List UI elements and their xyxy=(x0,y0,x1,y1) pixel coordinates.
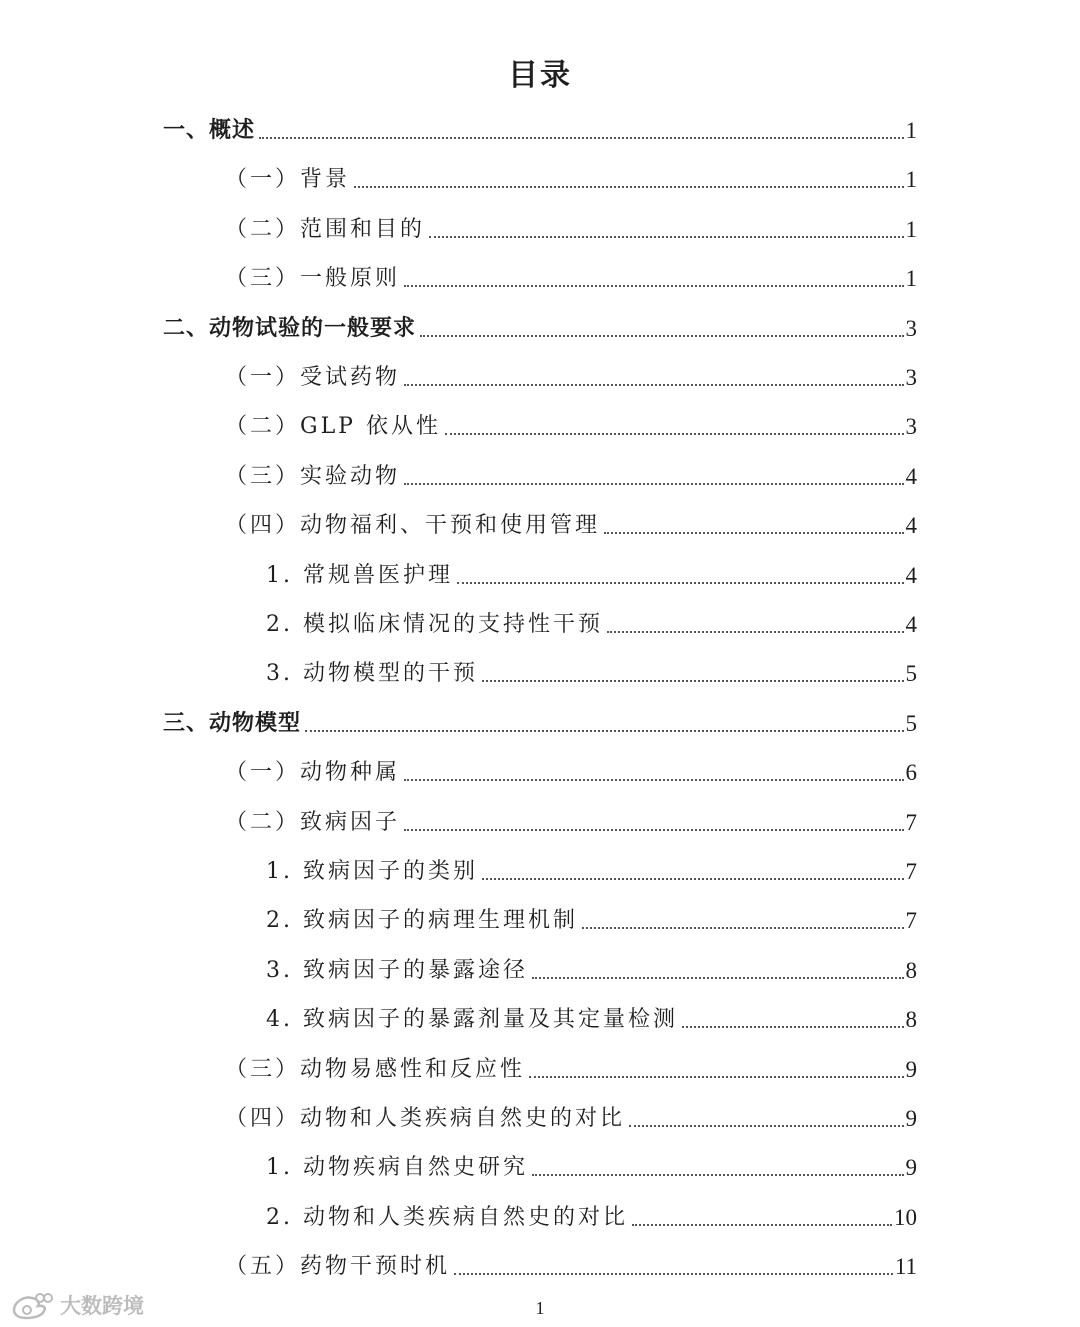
toc-dot-leader xyxy=(259,137,903,139)
toc-entry-page-number: 6 xyxy=(905,760,917,786)
toc-entry xyxy=(225,752,917,788)
watermark xyxy=(10,1290,144,1320)
toc-entry xyxy=(266,950,917,986)
toc-entry-page-number: 1 xyxy=(905,167,917,193)
footer-page-number: 1 xyxy=(535,1298,545,1318)
toc-entry-text: 2. 动物和人类疾病自然史的对比 xyxy=(266,1204,628,1230)
toc-entry-text: （一）动物种属 xyxy=(225,760,401,786)
toc-entry-text: 二、动物试验的一般要求 xyxy=(163,315,417,341)
toc-entry-text: （二）范围和目的 xyxy=(225,216,426,242)
toc-dot-leader xyxy=(604,532,903,534)
toc-entry-page-number: 5 xyxy=(905,661,917,687)
toc-entry-page-number: 8 xyxy=(905,1007,917,1033)
toc-entry-page-number: 5 xyxy=(905,710,917,736)
toc-entry xyxy=(225,505,917,541)
toc-entry xyxy=(225,802,917,838)
toc-entry xyxy=(266,1147,917,1183)
toc-dot-leader xyxy=(305,730,903,732)
toc-entry-page-number: 9 xyxy=(905,1106,917,1131)
watermark-text: 大数跨境 xyxy=(60,1294,144,1318)
toc-entry-text: （三）实验动物 xyxy=(225,463,401,489)
toc-entry-text: （三）动物易感性和反应性 xyxy=(225,1056,526,1082)
toc-entry xyxy=(266,653,917,689)
toc-dot-leader xyxy=(445,433,904,435)
toc-entry-text: （三）一般原则 xyxy=(225,266,401,292)
toc-entry-page-number: 3 xyxy=(905,414,917,440)
toc-entry xyxy=(266,604,917,640)
toc-dot-leader xyxy=(532,977,904,979)
toc-dot-leader xyxy=(632,1224,892,1226)
toc-entry-text: 2. 模拟临床情况的支持性干预 xyxy=(266,612,603,637)
toc-entry xyxy=(225,406,917,442)
toc-entry-text: 三、动物模型 xyxy=(163,710,302,736)
toc-entry-text: 3. 动物模型的干预 xyxy=(266,661,478,687)
toc-entry xyxy=(225,1246,917,1282)
toc-entry-page-number: 9 xyxy=(905,1155,917,1181)
toc-entry-text: （一）受试药物 xyxy=(225,365,401,390)
toc-entry xyxy=(163,703,917,739)
toc-entry xyxy=(266,1197,917,1233)
toc-entry-page-number: 1 xyxy=(905,266,917,292)
toc-dot-leader xyxy=(404,483,903,485)
toc-entry-page-number: 8 xyxy=(905,957,917,983)
toc-dot-leader xyxy=(429,236,903,238)
toc-entry-page-number: 7 xyxy=(905,809,917,835)
toc-entry-text: 2. 致病因子的病理生理机制 xyxy=(266,908,578,934)
toc-entry-page-number: 11 xyxy=(894,1254,917,1280)
toc-title: 目录 xyxy=(508,58,572,93)
toc-entry-page-number: 4 xyxy=(905,513,917,539)
toc-dot-leader xyxy=(420,335,903,337)
toc-dot-leader xyxy=(629,1125,903,1127)
toc-entry-text: （四）动物和人类疾病自然史的对比 xyxy=(225,1106,626,1131)
toc-dot-leader xyxy=(582,927,904,929)
toc-entry-text: （四）动物福利、干预和使用管理 xyxy=(225,513,601,539)
toc-entry-text: （一）背景 xyxy=(225,167,351,193)
toc-entry xyxy=(266,999,917,1035)
toc-dot-leader xyxy=(482,680,904,682)
toc-dot-leader xyxy=(532,1174,904,1176)
toc-entry-text: 一、概述 xyxy=(163,118,256,143)
toc-entry xyxy=(266,851,917,887)
toc-dot-leader xyxy=(404,384,903,386)
toc-dot-leader xyxy=(404,829,903,831)
toc-entry-page-number: 4 xyxy=(905,463,917,489)
toc-entry xyxy=(225,456,917,492)
toc-entry xyxy=(163,308,917,344)
toc-dot-leader xyxy=(529,1076,903,1078)
toc-entry-page-number: 10 xyxy=(894,1204,917,1230)
toc-entry-page-number: 7 xyxy=(905,859,917,884)
toc-entry-page-number: 9 xyxy=(905,1056,917,1082)
toc-entry xyxy=(225,159,917,195)
toc-entry-page-number: 4 xyxy=(905,612,917,637)
toc-entry-text: 4. 致病因子的暴露剂量及其定量检测 xyxy=(266,1007,678,1033)
weibo-logo-icon xyxy=(10,1290,54,1320)
toc-entry xyxy=(225,1098,917,1134)
toc-dot-leader xyxy=(454,1273,893,1275)
toc-entry-page-number: 4 xyxy=(905,562,917,588)
toc-dot-leader xyxy=(482,878,904,880)
toc-dot-leader xyxy=(354,186,903,188)
toc-entry-page-number: 7 xyxy=(905,908,917,934)
toc-dot-leader xyxy=(457,582,904,584)
toc-entry-page-number: 3 xyxy=(905,315,917,341)
toc-entry-text: 3. 致病因子的暴露途径 xyxy=(266,957,528,983)
toc-entry xyxy=(266,555,917,591)
toc-entry-text: （二）致病因子 xyxy=(225,809,401,835)
toc-entry xyxy=(225,1049,917,1085)
toc-dot-leader xyxy=(404,779,903,781)
toc-entry xyxy=(225,357,917,393)
toc-entry xyxy=(225,258,917,294)
toc-entry-text: （五）药物干预时机 xyxy=(225,1254,451,1280)
toc-dot-leader xyxy=(607,631,904,633)
toc-entry xyxy=(225,209,917,245)
toc-entry-text: 1. 动物疾病自然史研究 xyxy=(266,1155,528,1181)
toc-entry-page-number: 1 xyxy=(905,118,917,143)
toc-entry-page-number: 1 xyxy=(905,216,917,242)
toc-entry xyxy=(266,900,917,936)
toc-entry-text: （二）GLP 依从性 xyxy=(225,414,441,440)
toc-entry-page-number: 3 xyxy=(905,365,917,390)
toc-entry-text: 1. 常规兽医护理 xyxy=(266,562,453,588)
toc-entry-text: 1. 致病因子的类别 xyxy=(266,859,478,884)
toc-dot-leader xyxy=(682,1026,904,1028)
toc-dot-leader xyxy=(404,285,903,287)
toc-entry xyxy=(163,110,917,146)
